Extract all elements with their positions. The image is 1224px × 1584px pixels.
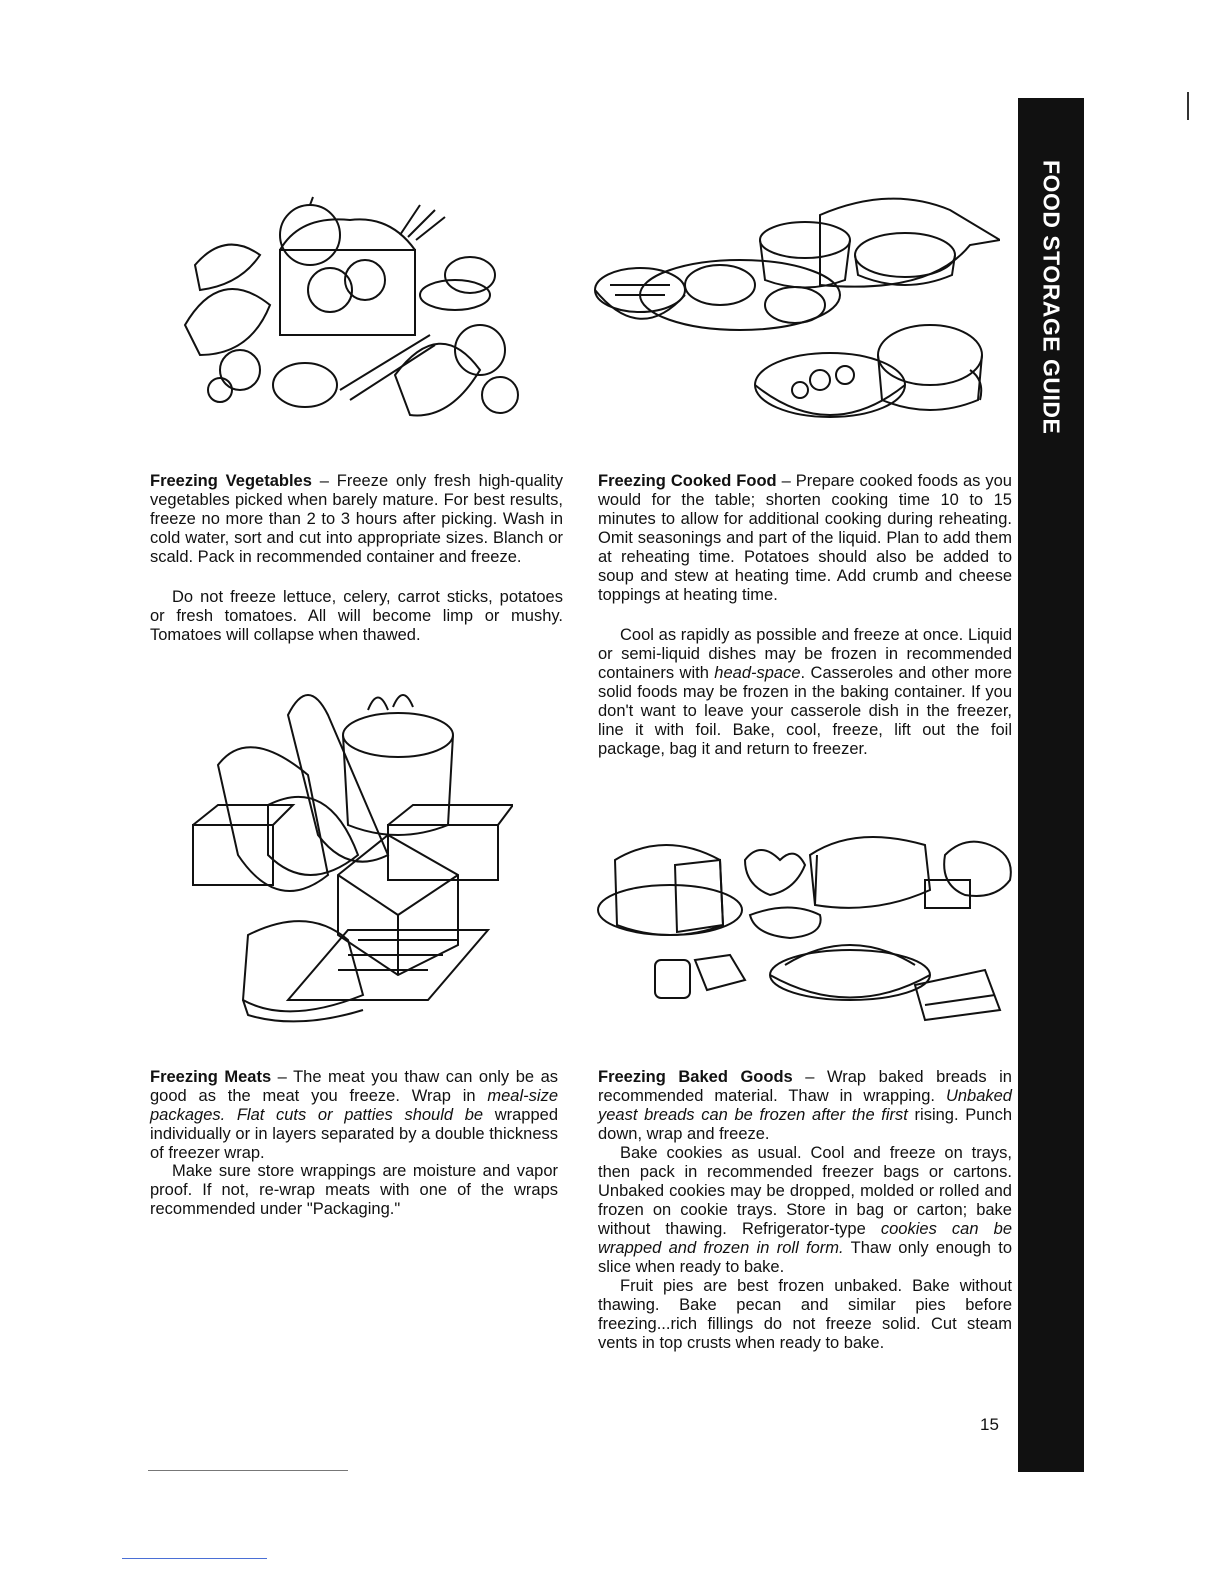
cooked-body-2-em: head-space [714, 664, 801, 682]
baked-paragraph-1 [598, 1068, 1012, 1144]
baked-body-2-em: cookies can be wrapped and frozen in roll form. [598, 1220, 1012, 1257]
vegetables-dash: – [311, 472, 337, 490]
baked-body-1a: Wrap baked breads in recommended material. Thaw in wrapping. [598, 1068, 1012, 1105]
edge-mark [1187, 92, 1189, 120]
cooked-heading: Freezing Cooked Food [598, 472, 777, 490]
side-tab [1018, 98, 1084, 1472]
vegetables-paragraph-1 [150, 472, 563, 567]
baked-body-3: Fruit pies are best frozen unbaked. Bake without thawing. Bake pecan and similar pies before freezing...rich fillings do not freeze solid. Cut steam vents in top crusts when ready to bake. [598, 1277, 1012, 1352]
baked-paragraph-2 [598, 1144, 1012, 1277]
meats-body-1a: The meat you thaw can only be as good as the meat you freeze. Wrap in [150, 1068, 559, 1105]
meats-illustration [188, 675, 513, 1030]
baked-dash: – [792, 1068, 827, 1086]
footer-rule [148, 1470, 348, 1471]
baked-paragraph-3 [598, 1277, 1012, 1353]
meats-paragraph-2 [150, 1162, 558, 1219]
meats-paragraph-1 [150, 1068, 558, 1163]
cooked-body-2a: Cool as rapidly as possible and freeze at once. Liquid or semi-liquid dishes may be frozen in recommended containers with [598, 626, 1012, 682]
vegetables-body-1: Freeze only fresh high-quality vegetables picked when barely mature. For best results, freeze no more than 2 to 3 hours after picking. Wash in cold water, sort and cut into appropriate sizes. Blanch or scald. Pack in recommended container and freeze. [150, 472, 563, 566]
baked-heading: Freezing Baked Goods [598, 1068, 793, 1086]
vegetables-illustration [180, 195, 530, 440]
baked-body-2a: Bake cookies as usual. Cool and freeze on trays, then pack in recommended freezer bags or cartons. Unbaked cookies may be dropped, molded or rolled and frozen on cookie trays. Store in bag or carton; bake without thawing. Refrigerator-type [598, 1144, 1012, 1238]
side-tab-label: FOOD STORAGE GUIDE [1038, 160, 1065, 435]
cooked-body-1: Prepare cooked foods as you would for the table; shorten cooking time 10 to 15 minutes to allow for additional cooking during reheating. Omit seasonings and part of the liquid. Plan to add them at reheating time. Potatoes should also be added to soup and stew at heating time. Add crumb and cheese toppings at heating time. [598, 472, 1012, 604]
meats-body-1b: wrapped individually or in layers separated by a double thickness of freezer wrap. [150, 1106, 558, 1162]
meats-dash: – [271, 1068, 294, 1086]
page-number: 15 [980, 1415, 999, 1434]
cooked-paragraph-1 [598, 472, 1012, 605]
vegetables-paragraph-2 [150, 588, 563, 645]
baked-body-1-em: Unbaked yeast breads can be frozen after the first [598, 1087, 1012, 1124]
baked-body-2b: Thaw only enough to slice when ready to bake. [598, 1239, 1012, 1276]
cooked-food-illustration [590, 185, 1000, 440]
footer-link-rule [122, 1558, 267, 1559]
vegetables-heading: Freezing Vegetables [150, 472, 312, 490]
cooked-dash: – [776, 472, 796, 490]
cooked-paragraph-2 [598, 626, 1012, 759]
meats-heading: Freezing Meats [150, 1068, 272, 1086]
meats-body-2: Make sure store wrappings are moisture and vapor proof. If not, re-wrap meats with one of the wraps recommended under "Packaging." [150, 1162, 558, 1218]
meats-body-1-em: meal-size packages. Flat cuts or patties should be [150, 1087, 558, 1124]
vegetables-body-2: Do not freeze lettuce, celery, carrot sticks, potatoes or fresh tomatoes. All will become limp or mushy. Tomatoes will collapse when thawed. [150, 588, 563, 644]
cooked-body-2b: . Casseroles and other more solid foods may be frozen in the baking container. If you don't want to leave your casserole dish in the freezer, line it with foil. Bake, cool, freeze, lift out the foil package, bag it and return to freezer. [598, 664, 1013, 758]
baked-goods-illustration [595, 820, 1020, 1035]
baked-body-1b: rising. Punch down, wrap and freeze. [598, 1106, 1012, 1143]
